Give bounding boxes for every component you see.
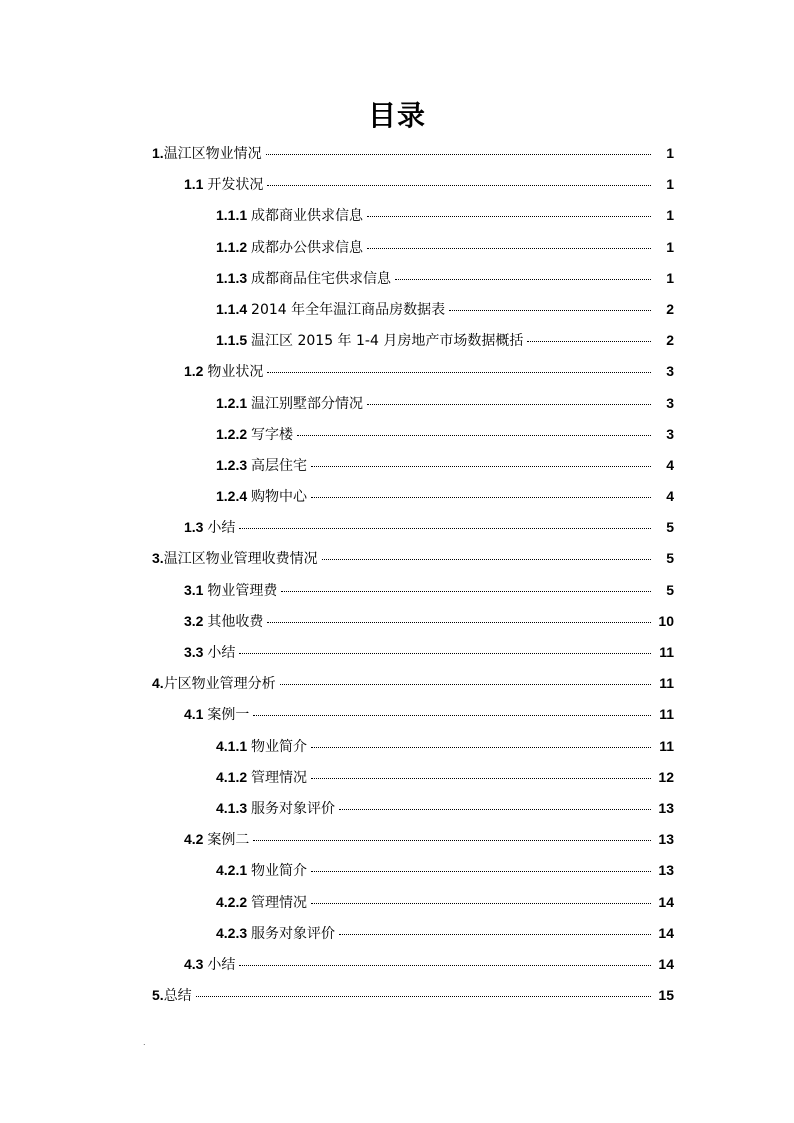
dot-leader — [281, 591, 651, 592]
toc-entry-page: 10 — [658, 612, 674, 629]
toc-entry-page: 3 — [666, 394, 674, 411]
dot-leader — [367, 404, 651, 405]
toc-entry-page: 15 — [658, 987, 674, 1004]
dot-leader — [449, 310, 651, 311]
dot-leader — [297, 435, 651, 436]
toc-entry-page: 13 — [658, 831, 674, 848]
toc-entry-text: 服务对象评价 — [251, 925, 336, 942]
dot-leader — [267, 185, 651, 186]
toc-entry-number: 1.1.1 — [216, 207, 252, 224]
toc-entry-text: 小结 — [207, 645, 236, 661]
dot-leader — [339, 934, 651, 935]
toc-entry[interactable] — [0, 793, 794, 824]
toc-entry-number: 4.2 — [184, 831, 208, 848]
toc-entry-text: 高层住宅 — [251, 457, 308, 474]
toc-entry-page: 1 — [666, 145, 674, 161]
dot-leader — [322, 559, 651, 560]
dot-leader — [311, 903, 651, 904]
toc-entry[interactable] — [0, 138, 794, 169]
toc-entry-text: 案例一 — [207, 707, 250, 724]
toc-entry-text: 总结 — [163, 988, 192, 1005]
toc-entry-page: 2 — [666, 332, 674, 349]
toc-entry-number: 4. — [152, 675, 164, 692]
toc-entry-text: 片区物业管理分析 — [163, 676, 276, 693]
toc-entry-number: 1.1 — [184, 176, 208, 193]
toc-entry-number: 1.2.1 — [216, 394, 252, 411]
toc-entry-number: 4.1.3 — [216, 799, 252, 816]
toc-entry-text: 写字楼 — [251, 426, 294, 443]
toc-entry-text: 温江别墅部分情况 — [251, 395, 364, 412]
dot-leader — [311, 747, 651, 748]
dot-leader — [267, 622, 651, 623]
toc-entry-number: 4.2.1 — [216, 862, 252, 879]
toc-entry-page: 11 — [659, 644, 674, 660]
toc-entry-page: 5 — [666, 550, 674, 567]
toc-entry-text: 成都商业供求信息 — [251, 208, 364, 225]
toc-entry[interactable] — [0, 731, 794, 762]
toc-entry-text: 物业简介 — [251, 738, 308, 755]
toc-entry[interactable] — [0, 512, 794, 543]
toc-entry-text: 购物中心 — [251, 489, 308, 506]
toc-entry-number: 1. — [152, 145, 164, 161]
toc-entry[interactable] — [0, 388, 794, 419]
dot-leader — [253, 715, 651, 716]
dot-leader — [267, 372, 651, 373]
footer-mark: . — [143, 1038, 146, 1047]
dot-leader — [239, 653, 651, 654]
toc-entry-page: 11 — [659, 737, 674, 754]
toc-entry-number: 1.2 — [184, 363, 208, 380]
toc-entry-page: 1 — [666, 269, 674, 286]
toc-entry[interactable] — [0, 824, 794, 855]
toc-entry-page: 1 — [666, 238, 674, 255]
toc-entry-page: 14 — [658, 924, 674, 941]
toc-entry-page: 13 — [658, 862, 674, 879]
toc-entry[interactable] — [0, 668, 794, 699]
toc-entry-number: 3.3 — [184, 644, 208, 660]
dot-leader — [311, 871, 651, 872]
toc-entry-text: 成都商品住宅供求信息 — [251, 270, 392, 287]
dot-leader — [395, 279, 651, 280]
toc-entry-number: 1.2.2 — [216, 425, 252, 442]
toc-entry-number: 4.1.1 — [216, 737, 252, 754]
toc-entry-number: 3.1 — [184, 581, 208, 598]
toc-entry[interactable] — [0, 637, 794, 668]
toc-entry-page: 3 — [666, 363, 674, 380]
toc-entry[interactable] — [0, 543, 794, 574]
toc-entry-text: 案例二 — [207, 832, 250, 849]
toc-entry-text: 物业管理费 — [207, 582, 278, 599]
toc-entry-text: 管理情况 — [251, 894, 308, 911]
toc-entry-text: 其他收费 — [207, 613, 264, 630]
toc-entry-text: 温江区物业情况 — [163, 146, 262, 162]
toc-entry[interactable] — [0, 606, 794, 637]
toc-entry[interactable] — [0, 481, 794, 512]
toc-entry-text: 物业简介 — [251, 863, 308, 880]
toc-entry[interactable] — [0, 575, 794, 606]
toc-entry[interactable] — [0, 263, 794, 294]
toc-entry[interactable] — [0, 855, 794, 886]
dot-leader — [280, 684, 651, 685]
toc-entry[interactable] — [0, 356, 794, 387]
dot-leader — [339, 809, 651, 810]
toc-entry[interactable] — [0, 887, 794, 918]
toc-entry-page: 1 — [666, 176, 674, 193]
toc-entry-number: 4.2.2 — [216, 893, 252, 910]
toc-entry[interactable] — [0, 232, 794, 263]
toc-entry-page: 5 — [666, 519, 674, 536]
toc-entry-number: 1.2.4 — [216, 488, 252, 505]
toc-entry[interactable] — [0, 450, 794, 481]
toc-entry-number: 1.1.4 — [216, 300, 252, 317]
toc-entry[interactable] — [0, 200, 794, 231]
toc-entry[interactable] — [0, 419, 794, 450]
toc-entry[interactable] — [0, 918, 794, 949]
toc-entry-page: 14 — [658, 955, 674, 972]
toc-entry-text: 服务对象评价 — [251, 800, 336, 817]
toc-entry-number: 3. — [152, 550, 164, 567]
toc-entry-page: 3 — [666, 425, 674, 442]
toc-entry[interactable] — [0, 699, 794, 730]
toc-entry-page: 4 — [666, 488, 674, 505]
dot-leader — [196, 996, 651, 997]
dot-leader — [311, 466, 651, 467]
toc-entry-text: 管理情况 — [251, 769, 308, 786]
table-of-contents — [0, 138, 794, 1011]
toc-entry-page: 4 — [666, 456, 674, 473]
toc-entry[interactable] — [0, 980, 794, 1011]
toc-entry-page: 5 — [666, 581, 674, 598]
toc-entry-number: 4.1.2 — [216, 768, 252, 785]
toc-entry[interactable] — [0, 949, 794, 980]
toc-entry-text: 2014 年全年温江商品房数据表 — [251, 301, 446, 318]
toc-entry-number: 1.1.3 — [216, 269, 252, 286]
toc-entry-number: 1.1.5 — [216, 332, 252, 349]
toc-entry-page: 11 — [659, 706, 674, 723]
dot-leader — [239, 965, 651, 966]
toc-entry-page: 14 — [658, 893, 674, 910]
toc-entry-number: 3.2 — [184, 612, 208, 629]
toc-entry-page: 1 — [666, 207, 674, 224]
dot-leader — [239, 528, 651, 529]
toc-entry-number: 1.2.3 — [216, 456, 252, 473]
dot-leader — [367, 248, 651, 249]
toc-entry-number: 1.3 — [184, 519, 208, 536]
toc-entry-text: 成都办公供求信息 — [251, 239, 364, 256]
toc-entry-text: 小结 — [207, 520, 236, 537]
dot-leader — [266, 154, 651, 155]
toc-entry-text: 小结 — [207, 956, 236, 973]
toc-entry[interactable] — [0, 762, 794, 793]
toc-entry-page: 11 — [659, 675, 674, 692]
toc-entry-text: 物业状况 — [207, 364, 264, 381]
toc-entry-number: 5. — [152, 987, 164, 1004]
toc-entry-number: 4.3 — [184, 955, 208, 972]
toc-entry-number: 4.2.3 — [216, 924, 252, 941]
toc-entry-number: 1.1.2 — [216, 238, 252, 255]
dot-leader — [311, 497, 651, 498]
dot-leader — [527, 341, 651, 342]
dot-leader — [311, 778, 651, 779]
toc-entry[interactable] — [0, 294, 794, 325]
toc-entry-text: 开发状况 — [207, 177, 264, 194]
toc-entry[interactable] — [0, 325, 794, 356]
toc-entry-page: 13 — [658, 799, 674, 816]
toc-entry-number: 4.1 — [184, 706, 208, 723]
toc-entry-page: 2 — [666, 300, 674, 317]
dot-leader — [367, 216, 651, 217]
toc-entry-text: 温江区物业管理收费情况 — [163, 551, 318, 568]
toc-entry-page: 12 — [658, 768, 674, 785]
toc-entry-text: 温江区 2015 年 1-4 月房地产市场数据概括 — [251, 333, 524, 350]
toc-title: 目录 — [367, 99, 426, 132]
toc-entry[interactable] — [0, 169, 794, 200]
dot-leader — [253, 840, 651, 841]
